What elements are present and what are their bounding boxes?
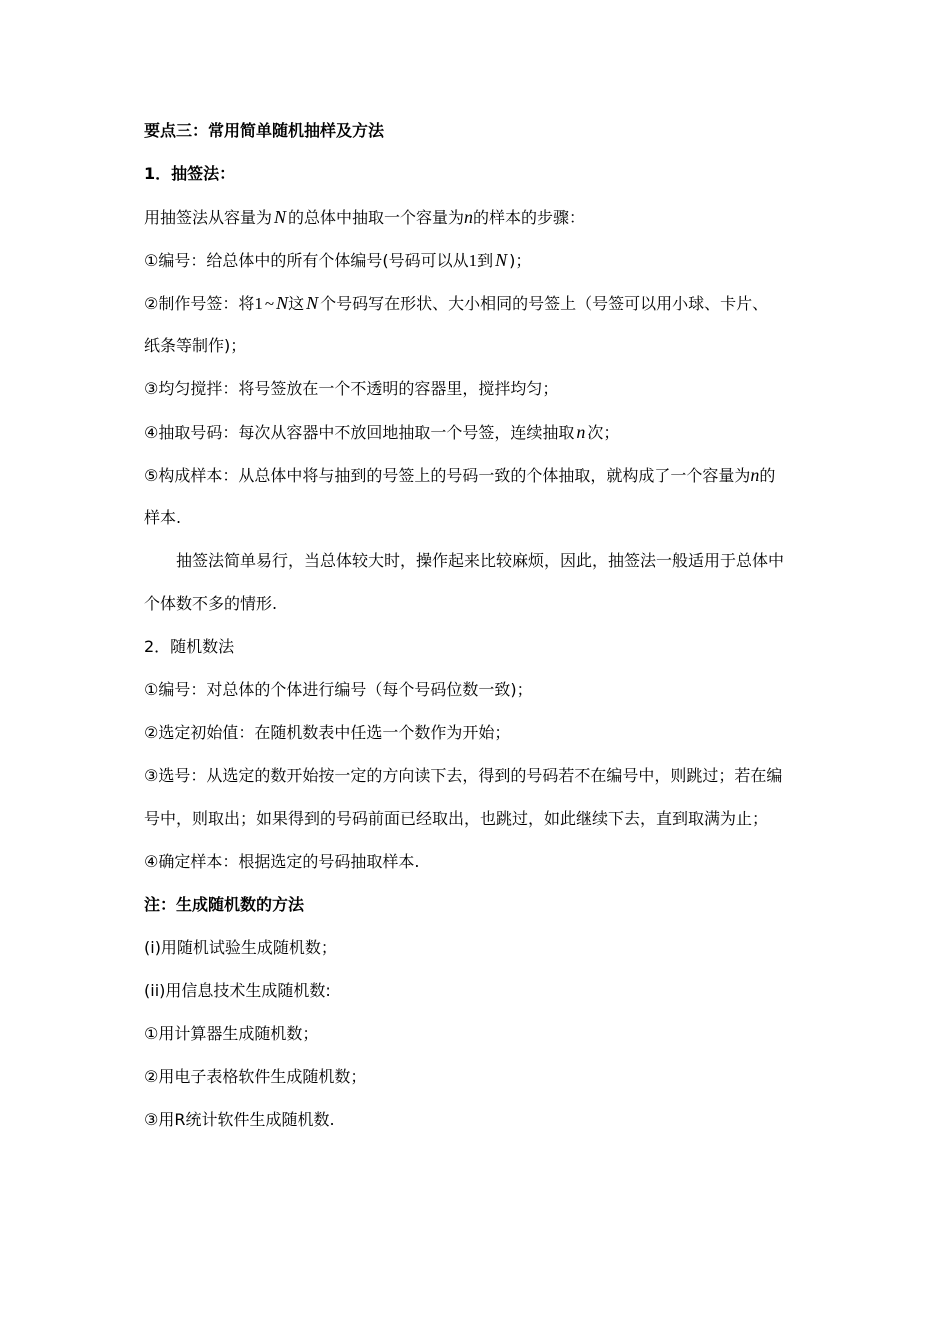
- generation-item-i: (i)用随机试验生成随机数；: [144, 938, 337, 957]
- var-N: N: [276, 293, 289, 313]
- var-N: N: [495, 250, 508, 270]
- generation-item-ii: (ii)用信息技术生成随机数:: [144, 981, 331, 1000]
- lottery-method-heading: 1．抽签法：: [144, 164, 236, 183]
- step-text: 这: [288, 294, 305, 313]
- random-step-4: ④确定样本：根据选定的号码抽取样本.: [144, 852, 420, 871]
- step-text: )；: [509, 251, 532, 270]
- lottery-step-3: ③均匀搅拌：将号签放在一个不透明的容器里，搅拌均匀；: [144, 379, 559, 398]
- var-n: n: [750, 465, 760, 485]
- step-text: 到: [477, 251, 494, 270]
- generation-sub-3: ③用R统计软件生成随机数.: [144, 1110, 335, 1129]
- lottery-step-2: [144, 292, 768, 315]
- random-step-2: ②选定初始值：在随机数表中任选一个数作为开始；: [144, 723, 511, 742]
- step-text: 个号码写在形状、大小相同的号签上（号签可以用小球、卡片、: [320, 294, 769, 313]
- step-text: 的: [759, 466, 776, 485]
- random-step-1: ①编号：对总体的个体进行编号（每个号码位数一致)；: [144, 680, 533, 699]
- var-N: N: [274, 207, 287, 227]
- step-text: ②制作号签：将: [144, 294, 255, 313]
- var-n: n: [576, 422, 586, 442]
- generation-sub-2: ②用电子表格软件生成随机数；: [144, 1067, 367, 1086]
- step-text: 次；: [587, 423, 620, 442]
- lottery-step-2-continued: 纸条等制作)；: [144, 336, 247, 355]
- tilde: ~: [264, 294, 275, 313]
- section-title: 要点三：常用简单随机抽样及方法: [144, 121, 385, 140]
- var-N: N: [306, 293, 319, 313]
- random-number-heading: 2．随机数法: [144, 637, 235, 656]
- step-text: ⑤构成样本：从总体中将与抽到的号签上的号码一致的个体抽取，就构成了一个容量为: [144, 466, 751, 485]
- lottery-note-line-1: 抽签法简单易行，当总体较大时，操作起来比较麻烦，因此，抽签法一般适用于总体中: [176, 551, 785, 570]
- random-step-3-line-1: ③选号：从选定的数开始按一定的方向读下去，得到的号码若不在编号中，则跳过；若在编: [144, 766, 783, 785]
- generation-note-heading: 注：生成随机数的方法: [144, 895, 305, 914]
- num-one: 1: [254, 294, 263, 313]
- step-text: ①编号：给总体中的所有个体编号(号码可以从: [144, 251, 469, 270]
- lottery-step-5-continued: 样本.: [144, 508, 182, 527]
- lottery-step-1: [144, 249, 531, 272]
- lottery-step-5: [144, 464, 775, 487]
- step-text: ④抽取号码：每次从容器中不放回地抽取一个号签，连续抽取: [144, 423, 575, 442]
- lottery-intro: [144, 206, 585, 229]
- generation-sub-1: ①用计算器生成随机数；: [144, 1024, 319, 1043]
- random-step-3-line-2: 号中，则取出；如果得到的号码前面已经取出，也跳过，如此继续下去，直到取满为止；: [144, 809, 769, 828]
- lottery-intro-text-1: 用抽签法从容量为: [144, 208, 273, 227]
- num-one: 1: [468, 251, 478, 270]
- lottery-intro-text-3: 的样本的步骤：: [473, 208, 586, 227]
- lottery-step-4: [144, 421, 619, 444]
- var-n: n: [464, 207, 474, 227]
- lottery-intro-text-2: 的总体中抽取一个容量为: [288, 208, 465, 227]
- lottery-note-line-2: 个体数不多的情形.: [144, 594, 278, 613]
